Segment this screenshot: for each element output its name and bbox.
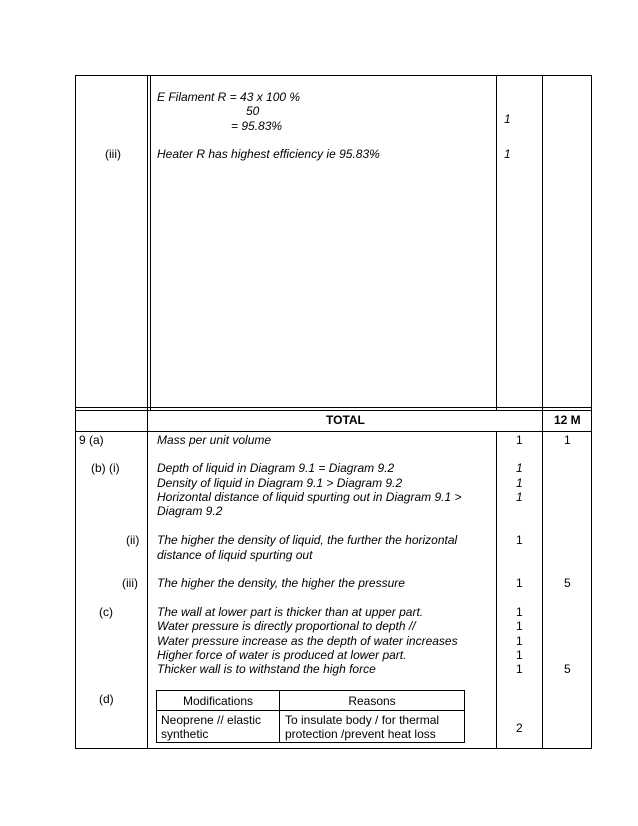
column-divider [542, 410, 543, 432]
table-cell: Neoprene // elastic [161, 713, 262, 727]
column-divider [542, 75, 543, 411]
answer-line: Water pressure is directly proportional to depth // [157, 619, 416, 633]
column-divider [147, 410, 148, 432]
answer-line: Diagram 9.2 [157, 504, 223, 518]
answer-line: Density of liquid in Diagram 9.1 > Diagram 9.2 [157, 476, 403, 490]
modifications-table [156, 690, 465, 743]
column-header-modifications: Modifications [182, 694, 254, 708]
answer-line: Heater R has highest efficiency ie 95.83% [157, 147, 380, 161]
total-marks: 12 M [554, 413, 581, 427]
mark: 1 [516, 634, 523, 648]
inner-table-border [156, 742, 465, 743]
answer-line: distance of liquid spurting out [157, 548, 313, 562]
answer-line: Thicker wall is to withstand the high force [157, 662, 376, 676]
answer-line: The higher the density of liquid, the further the horizontal [157, 533, 458, 547]
table-cell: synthetic [161, 727, 209, 741]
column-header-reasons: Reasons [348, 694, 396, 708]
answer-line: Horizontal distance of liquid spurting out in Diagram 9.1 > [157, 490, 462, 504]
table-border-top [75, 75, 592, 76]
mark: 1 [504, 147, 511, 161]
answer-line: Higher force of water is produced at lower part. [157, 648, 407, 662]
table-border-left [75, 75, 76, 749]
answer-line: = 95.83% [231, 119, 283, 133]
column-divider [496, 431, 497, 749]
answer-line: Mass per unit volume [157, 433, 272, 447]
answer-line: Depth of liquid in Diagram 9.1 = Diagram 9.2 [157, 461, 395, 475]
total-mark: 1 [564, 433, 571, 447]
column-divider [542, 431, 543, 749]
table-cell: To insulate body / for thermal [285, 713, 440, 727]
mark: 1 [516, 476, 523, 490]
column-divider [150, 75, 151, 411]
mark: 1 [516, 490, 523, 504]
inner-table-border [156, 690, 465, 691]
answer-line: E Filament R = 43 x 100 % [157, 90, 301, 104]
column-divider [147, 75, 148, 411]
mark: 1 [516, 605, 523, 619]
column-divider [147, 431, 148, 749]
part-label: (iii) [105, 147, 121, 161]
column-divider [496, 75, 497, 411]
mark: 1 [516, 461, 523, 475]
part-label: (iii) [122, 576, 138, 590]
mark: 1 [516, 433, 523, 447]
mark: 2 [516, 721, 523, 735]
table-border-bottom [75, 748, 592, 749]
mark: 1 [516, 648, 523, 662]
part-label: 9 (a) [79, 433, 104, 447]
mark: 1 [516, 662, 523, 676]
mark: 1 [516, 619, 523, 633]
part-label: (b) (i) [91, 461, 120, 475]
answer-line: Water pressure increase as the depth of water increases [157, 634, 458, 648]
answer-line: The wall at lower part is thicker than at upper part. [157, 605, 424, 619]
mark: 1 [516, 576, 523, 590]
table-cell: protection /prevent heat loss [285, 727, 436, 741]
row-separator [75, 410, 592, 411]
mark: 1 [504, 112, 511, 126]
part-label: (d) [99, 692, 114, 706]
total-label: TOTAL [326, 413, 365, 427]
answer-line: The higher the density, the higher the pressure [157, 576, 405, 590]
mark: 1 [516, 533, 523, 547]
inner-table-border [156, 710, 465, 711]
part-label: (ii) [126, 533, 140, 547]
table-border-right [591, 75, 592, 749]
row-separator [75, 407, 592, 408]
inner-table-border [464, 690, 465, 743]
row-separator [75, 431, 592, 432]
part-label: (c) [99, 605, 113, 619]
total-mark: 5 [564, 576, 571, 590]
answer-line: 50 [246, 104, 260, 118]
total-mark: 5 [564, 662, 571, 676]
